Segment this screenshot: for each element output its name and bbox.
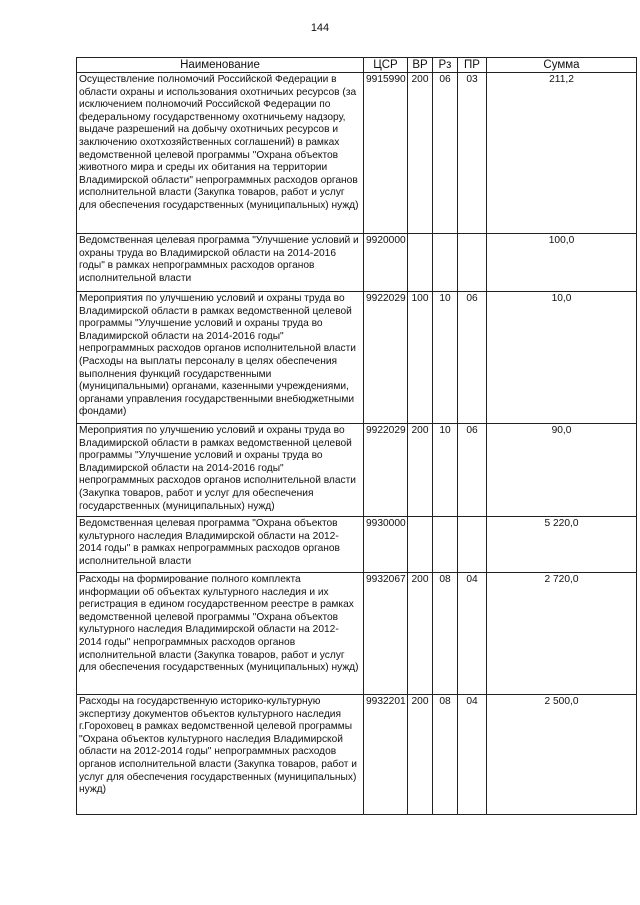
row-vr: 200 [408,73,433,234]
row-pr: 06 [458,424,487,517]
row-name: Мероприятия по улучшению условий и охраны труда во Владимирской области в рамках ведомственной целевой программы "Улучшение условий и охраны труда во Владимирской области на 2014-2016 годы" непрограммных расходов органов исполнительной власти (Закупка товаров, работ и услуг для обеспечения государственных (муниципальных) нужд) [77,424,364,517]
row-sum: 100,0 [487,234,637,292]
row-pr: 03 [458,73,487,234]
row-sum: 2 500,0 [487,695,637,815]
row-csr: 9915990 [364,73,408,234]
row-vr [408,234,433,292]
row-name: Осуществление полномочий Российской Федерации в области охраны и использования охотничьих ресурсов (за исключением полномочий Российской Федерации по федеральному государственному охотничьему надзору, выдаче разрешений на добычу охотничьих ресурсов и заключению охотхозяйственных соглашений) в рамках ведомственной целевой программы "Охрана объектов животного мира и среды их обитания на территории Владимирской области" непрограммных расходов органов исполнительной власти (Закупка товаров, работ и услуг для обеспечения государственных (муниципальных) нужд) [77,73,364,234]
header-vr: ВР [408,58,433,73]
row-rz [433,234,458,292]
table-row [77,517,637,573]
row-name: Мероприятия по улучшению условий и охраны труда во Владимирской области в рамках ведомственной целевой программы "Улучшение условий и охраны труда во Владимирской области на 2014-2016 годы" непрограммных расходов органов исполнительной власти (Расходы на выплаты персоналу в целях обеспечения выполнения функций государственными (муниципальными) органами, казенными учреждениями, органами управления государственными внебюджетными фондами) [77,292,364,424]
row-sum: 5 220,0 [487,517,637,573]
row-vr: 200 [408,573,433,695]
row-vr [408,517,433,573]
header-rz: Рз [433,58,458,73]
row-pr [458,517,487,573]
row-csr: 9922029 [364,292,408,424]
row-sum: 211,2 [487,73,637,234]
budget-table [76,57,637,815]
header-csr: ЦСР [364,58,408,73]
row-vr: 100 [408,292,433,424]
row-csr: 9920000 [364,234,408,292]
row-pr: 04 [458,573,487,695]
row-rz: 08 [433,573,458,695]
row-rz: 08 [433,695,458,815]
row-csr: 9922029 [364,424,408,517]
table-row [77,573,637,695]
header-sum: Сумма [487,58,637,73]
table-header-row [77,58,637,73]
table-row [77,292,637,424]
table-row [77,73,637,234]
row-sum: 10,0 [487,292,637,424]
row-name: Расходы на государственную историко-культурную экспертизу документов объектов культурного наследия г.Гороховец в рамках ведомственной целевой программы "Охрана объектов культурного наследия Владимирской области на 2012-2014 годы" непрограммных расходов органов исполнительной власти (Закупка товаров, работ и услуг для обеспечения государственных (муниципальных) нужд) [77,695,364,815]
row-name: Расходы на формирование полного комплекта информации об объектах культурного наследия и их регистрация в едином государственном реестре в рамках ведомственной целевой программы "Охрана объектов культурного наследия Владимирской области на 2012-2014 годы" непрограммных расходов органов исполнительной власти (Закупка товаров, работ и услуг для обеспечения государственных (муниципальных) нужд) [77,573,364,695]
row-name: Ведомственная целевая программа "Улучшение условий и охраны труда во Владимирской области на 2014-2016 годы" в рамках непрограммных расходов органов исполнительной власти [77,234,364,292]
table-row [77,695,637,815]
row-pr: 04 [458,695,487,815]
row-rz [433,517,458,573]
page-number: 144 [310,22,330,34]
row-rz: 10 [433,292,458,424]
row-csr: 9930000 [364,517,408,573]
row-vr: 200 [408,424,433,517]
row-rz: 10 [433,424,458,517]
row-csr: 9932067 [364,573,408,695]
row-pr [458,234,487,292]
table-row [77,234,637,292]
table-row [77,424,637,517]
row-rz: 06 [433,73,458,234]
row-sum: 90,0 [487,424,637,517]
row-csr: 9932201 [364,695,408,815]
header-pr: ПР [458,58,487,73]
row-sum: 2 720,0 [487,573,637,695]
row-vr: 200 [408,695,433,815]
row-pr: 06 [458,292,487,424]
row-name: Ведомственная целевая программа "Охрана объектов культурного наследия Владимирской области на 2012-2014 годы" в рамках непрограммных расходов органов исполнительной власти [77,517,364,573]
header-name: Наименование [77,58,364,73]
